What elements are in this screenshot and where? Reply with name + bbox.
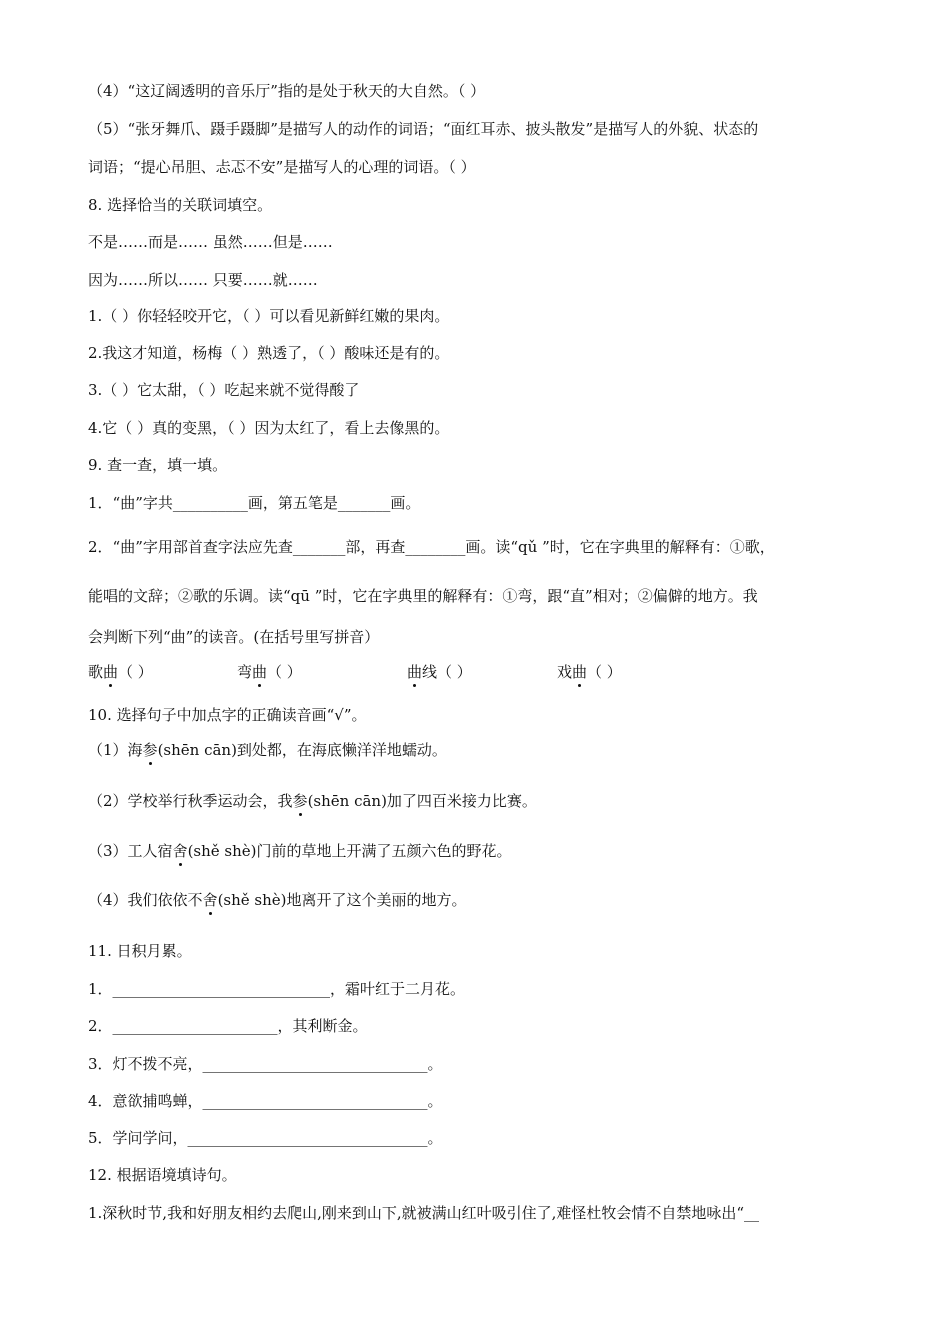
text-line: 2．______________________，其利断金。 — [88, 1017, 368, 1035]
sentence-item: （3）工人宿舍(shě shè)门前的草地上开满了五颜六色的野花。 — [88, 842, 512, 860]
dotted-character: 舍 — [202, 891, 218, 909]
text-line: 能唱的文辞；②歌的乐调。读“qū ”时，它在字典里的解释有：①弯，跟“直”相对；②偏僻的地方。我 — [88, 587, 758, 605]
dotted-character: 舍 — [172, 842, 188, 860]
text-line: 1．_____________________________，霜叶红于二月花。 — [88, 980, 466, 998]
text-line: （5）“张牙舞爪、蹑手蹑脚”是描写人的动作的词语；“面红耳赤、披头散发”是描写人的外貌、状态的 — [88, 120, 759, 138]
sentence-item: （4）我们依依不舍(shě shè)地离开了这个美丽的地方。 — [88, 891, 467, 909]
dotted-character: 曲 — [572, 663, 588, 681]
text-line: 1.（ ）你轻轻咬开它，（ ）可以看见新鲜红嫩的果肉。 — [88, 307, 450, 325]
text-line: 因为……所以…… 只要……就…… — [88, 271, 318, 289]
text-line: （4）“这辽阔透明的音乐厅”指的是处于秋天的大自然。（ ） — [88, 82, 486, 100]
question-heading: 10. 选择句子中加点字的正确读音画“√”。 — [88, 706, 367, 724]
word-item: 戏曲（ ） — [557, 663, 622, 681]
text-line: 4．意欲捕鸣蝉，______________________________。 — [88, 1092, 443, 1110]
question-heading: 9. 查一查，填一填。 — [88, 456, 228, 474]
text-line: 4.它（ ）真的变黑，（ ）因为太红了，看上去像黑的。 — [88, 419, 450, 437]
sentence-item: （1）海参(shēn cān)到处都，在海底懒洋洋地蠕动。 — [88, 741, 447, 759]
question-heading: 8. 选择恰当的关联词填空。 — [88, 196, 273, 214]
dotted-character: 曲 — [252, 663, 268, 681]
question-heading: 12. 根据语境填诗句。 — [88, 1166, 237, 1184]
dotted-character: 曲 — [407, 663, 423, 681]
text-line: 会判断下列“曲”的读音。(在括号里写拼音） — [88, 628, 380, 646]
text-line: 1.深秋时节,我和好朋友相约去爬山,刚来到山下,就被满山红叶吸引住了,难怪杜牧会情不自禁地咏出“__ — [88, 1204, 760, 1222]
text-line: 2．“曲”字用部首查字法应先查_______部，再查________画。读“qǔ ”时，它在字典里的解释有：①歌， — [88, 538, 775, 556]
text-line: 词语；“提心吊胆、忐忑不安”是描写人的心理的词语。（ ） — [88, 158, 476, 176]
dotted-character: 曲 — [103, 663, 119, 681]
sentence-item: （2）学校举行秋季运动会，我参(shēn cān)加了四百米接力比赛。 — [88, 792, 537, 810]
question-heading: 11. 日积月累。 — [88, 942, 192, 960]
word-item: 弯曲（ ） — [237, 663, 302, 681]
word-item: 歌曲（ ） — [88, 663, 153, 681]
text-line: 5．学问学问，________________________________。 — [88, 1129, 443, 1147]
text-line: 3.（ ）它太甜，（ ）吃起来就不觉得酸了 — [88, 381, 360, 399]
text-line: 不是……而是…… 虽然……但是…… — [88, 233, 333, 251]
text-line: 1．“曲”字共__________画，第五笔是_______画。 — [88, 494, 421, 512]
text-line: 3．灯不拨不亮，______________________________。 — [88, 1055, 443, 1073]
text-line: 2.我这才知道，杨梅（ ）熟透了，（ ）酸味还是有的。 — [88, 344, 450, 362]
dotted-character: 参 — [292, 792, 308, 810]
word-item: 曲线（ ） — [407, 663, 472, 681]
dotted-character: 参 — [142, 741, 158, 759]
